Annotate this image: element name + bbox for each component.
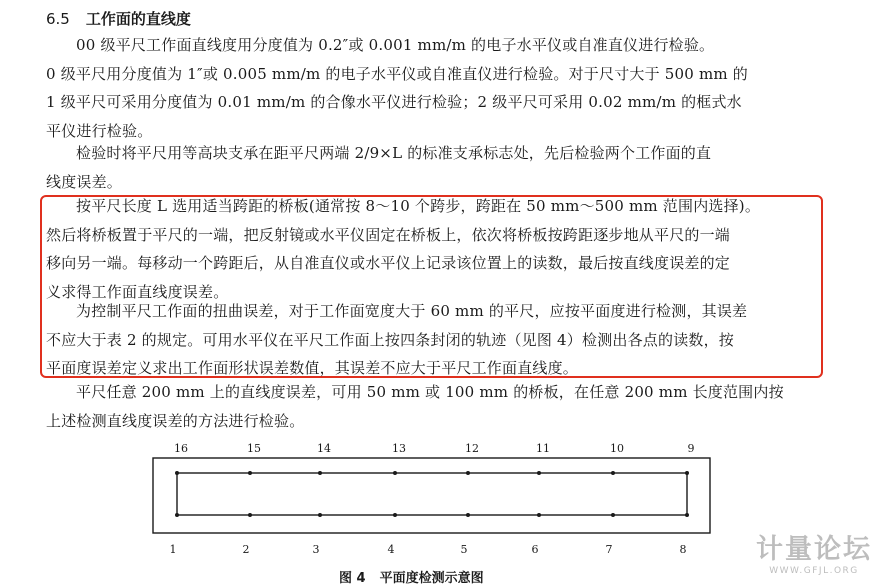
figure-title: 平面度检测示意图 (379, 571, 484, 586)
measurement-point (318, 471, 322, 475)
paragraph-bridge-plate (46, 192, 826, 306)
watermark-text: 计量论坛 (756, 534, 872, 565)
text-line: 0 级平尺用分度值为 1″或 0.005 mm/m 的电子水平仪或自准直仪进行检验。对于尺寸大于 500 mm 的 (46, 64, 748, 83)
measurement-point (685, 471, 689, 475)
text-line: 为控制平尺工作面的扭曲误差，对于工作面宽度大于 60 mm 的平尺，应按平面度进行检测，其误差 (76, 302, 748, 320)
point-label-top: 11 (536, 442, 550, 455)
measurement-point (537, 513, 541, 517)
figure-number: 图 4 (339, 571, 366, 586)
point-label-bottom: 8 (679, 543, 687, 556)
point-label-top: 14 (317, 442, 331, 455)
measurement-point (393, 471, 397, 475)
text-line: 移向另一端。每移动一个跨距后，从自准直仪或水平仪上记录该位置上的读数，最后按直线度误差的定 (46, 254, 731, 272)
point-label-top: 10 (610, 442, 624, 455)
measurement-point (175, 513, 179, 517)
text-line: 1 级平尺可采用分度值为 0.01 mm/m 的合像水平仪进行检验；2 级平尺可采用 0.02 mm/m 的框式水 (46, 93, 742, 111)
paragraph-instruments (46, 31, 826, 145)
measurement-path (177, 473, 687, 515)
measurement-point (466, 513, 470, 517)
straightedge-outline (153, 458, 710, 533)
point-label-top: 15 (247, 442, 261, 455)
text-line: 平面度误差定义求出工作面形状误差数值，其误差不应大于平尺工作面直线度。 (46, 359, 579, 377)
text-line: 00 级平尺工作面直线度用分度值为 0.2″或 0.001 mm/m 的电子水平仪或自准直仪进行检验。 (76, 36, 715, 54)
text-line: 上述检测直线度误差的方法进行检验。 (46, 411, 305, 430)
point-label-bottom: 6 (531, 543, 539, 556)
paragraph-support (46, 139, 826, 196)
text-line: 义求得工作面直线度误差。 (46, 282, 229, 301)
text-line: 平仪进行检验。 (46, 121, 153, 140)
measurement-point (393, 513, 397, 517)
point-label-top: 16 (174, 442, 188, 455)
measurement-point (611, 513, 615, 517)
section-number: 6.5 (46, 10, 70, 28)
measurement-point (611, 471, 615, 475)
measurement-point (248, 513, 252, 517)
text-line: 不应大于表 2 的规定。可用水平仪在平尺工作面上按四条封闭的轨迹（见图 4）检测出各点的读数，按 (46, 330, 734, 349)
point-label-bottom: 2 (242, 543, 250, 556)
watermark-logo (756, 535, 872, 577)
section-title: 工作面的直线度 (85, 10, 191, 28)
figure-caption (339, 567, 484, 586)
paragraph-200mm (46, 378, 826, 435)
point-label-top: 9 (687, 442, 695, 455)
measurement-point (318, 513, 322, 517)
point-label-bottom: 5 (460, 543, 468, 556)
measurement-point (685, 513, 689, 517)
paragraph-twist-error (46, 297, 826, 383)
section-heading (46, 8, 191, 29)
flatness-diagram (150, 437, 720, 559)
measurement-point (248, 471, 252, 475)
text-line: 平尺任意 200 mm 上的直线度误差，可用 50 mm 或 100 mm 的桥板，在任意 200 mm 长度范围内按 (76, 383, 784, 401)
watermark-url: WWW.GFJL.ORG (769, 566, 859, 576)
measurement-point (537, 471, 541, 475)
measurement-point (175, 471, 179, 475)
point-label-bottom: 3 (312, 543, 320, 556)
point-label-bottom: 7 (605, 543, 613, 556)
point-label-top: 12 (465, 442, 479, 455)
text-line: 然后将桥板置于平尺的一端，把反射镜或水平仪固定在桥板上，依次将桥板按跨距逐步地从平尺的一端 (46, 225, 731, 244)
measurement-point (466, 471, 470, 475)
text-line: 按平尺长度 L 选用适当跨距的桥板(通常按 8～10 个跨步，跨距在 50 mm～500 mm 范围内选择)。 (76, 197, 761, 215)
point-label-bottom: 1 (169, 543, 177, 556)
point-label-top: 13 (392, 442, 406, 455)
text-line: 检验时将平尺用等高块支承在距平尺两端 2/9×L 的标准支承标志处，先后检验两个工作面的直 (76, 144, 712, 162)
text-line: 线度误差。 (46, 172, 123, 191)
point-label-bottom: 4 (387, 543, 395, 556)
